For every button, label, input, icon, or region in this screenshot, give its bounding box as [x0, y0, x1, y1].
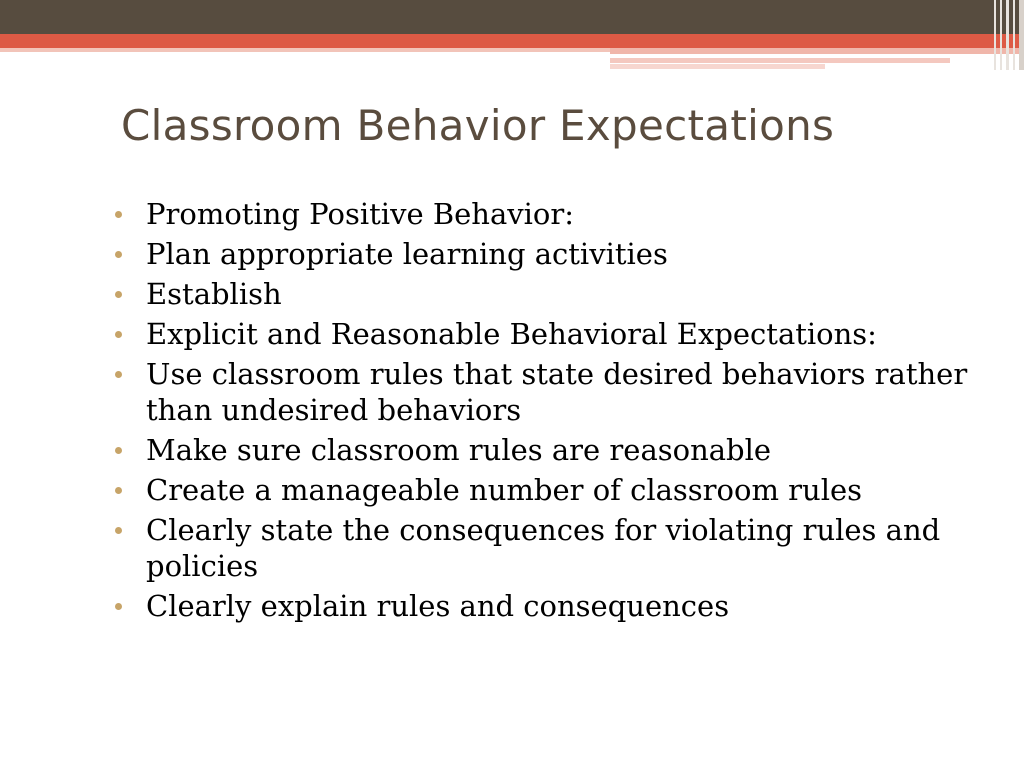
bullet-item: [114, 472, 994, 508]
header-pink-band: [610, 58, 950, 63]
bullet-dot-icon: [115, 487, 122, 494]
bullet-dot-icon: [115, 291, 122, 298]
bullet-text: Establish: [146, 277, 282, 311]
header-dark-band: [0, 0, 1024, 34]
header-pink-band: [610, 48, 1024, 54]
header-pink-band: [0, 48, 610, 52]
bullet-dot-icon: [115, 251, 122, 258]
bullet-text: Clearly explain rules and consequences: [146, 589, 730, 623]
bullet-item: [114, 236, 994, 272]
header-stripe: [1019, 0, 1024, 70]
bullet-dot-icon: [115, 211, 122, 218]
bullet-text: Create a manageable number of classroom rules: [146, 473, 863, 507]
bullet-item: [114, 316, 994, 352]
bullet-list: [114, 196, 994, 628]
bullet-item: [114, 432, 994, 468]
bullet-item: [114, 588, 994, 624]
bullet-dot-icon: [115, 603, 122, 610]
header-red-band: [0, 34, 1024, 48]
bullet-text: Plan appropriate learning activities: [146, 237, 668, 271]
bullet-item: [114, 512, 994, 584]
bullet-dot-icon: [115, 371, 122, 378]
header-stripe: [994, 0, 996, 70]
header-pink-band: [610, 64, 825, 69]
bullet-dot-icon: [115, 447, 122, 454]
bullet-item: [114, 196, 994, 232]
bullet-text: Make sure classroom rules are reasonable: [146, 433, 772, 467]
header-stripe: [1006, 0, 1009, 70]
bullet-item: [114, 276, 994, 312]
bullet-dot-icon: [115, 331, 122, 338]
bullet-text: Clearly state the consequences for violating rules and policies: [146, 513, 941, 583]
slide-title: Classroom Behavior Expectations: [121, 101, 835, 150]
bullet-dot-icon: [115, 527, 122, 534]
bullet-item: [114, 356, 994, 428]
bullet-text: Promoting Positive Behavior:: [146, 197, 575, 231]
bullet-text: Use classroom rules that state desired behaviors rather than undesired behaviors: [146, 357, 968, 427]
bullet-text: Explicit and Reasonable Behavioral Expectations:: [146, 317, 877, 351]
header-stripe: [1000, 0, 1002, 70]
header-stripe: [1013, 0, 1015, 70]
